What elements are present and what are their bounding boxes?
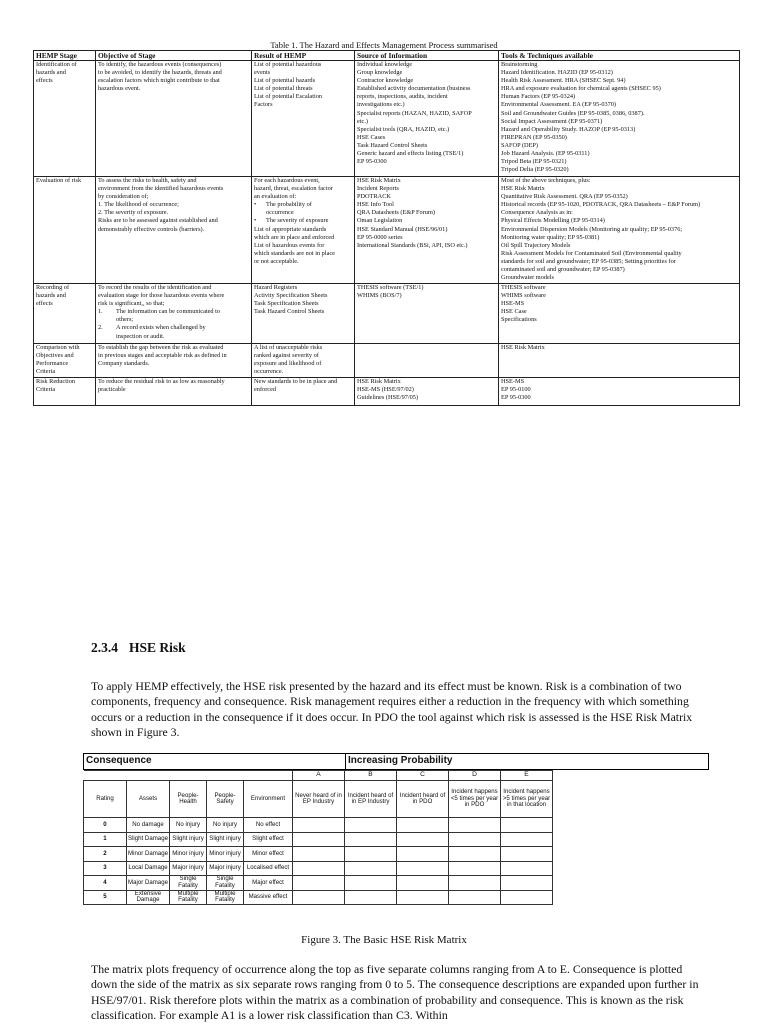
tools-cell — [499, 344, 740, 378]
tools-cell — [499, 177, 740, 284]
risk-cell — [449, 861, 501, 876]
health-cell: Single Fatality — [170, 876, 207, 891]
risk-cell — [501, 890, 553, 905]
cell-line: Objectives and — [36, 352, 74, 360]
cell-line: Tripod Beta (EP 95-0321) — [501, 158, 567, 166]
assets-cell: Minor Damage — [127, 847, 170, 862]
cell-line: Hazard Registers — [254, 284, 298, 291]
source-cell — [355, 61, 499, 177]
environment-cell: Massive effect — [244, 890, 293, 905]
risk-cell — [501, 861, 553, 876]
cell-line: escalation factors which might contribute to that — [98, 77, 220, 85]
cell-line: Job Hazard Analysis. (EP 95-0311) — [501, 150, 590, 158]
cell-line: For each hazardous event, — [254, 177, 320, 184]
cell-line: EP 95-0100 — [501, 386, 531, 394]
cell-line: HSE Risk Matrix — [357, 378, 401, 385]
safety-cell: Major injury — [207, 861, 244, 876]
risk-cell — [397, 876, 449, 891]
cell-line: reports, inspections, audits, incident — [357, 93, 448, 101]
col-header: Source of Information — [355, 51, 499, 61]
safety-cell: Slight injury — [207, 832, 244, 847]
risk-matrix-grid — [83, 770, 553, 905]
cell-line: Risk Assessment Models for Contaminated Soil (Environmental quality — [501, 249, 682, 257]
cell-line: Environmental Assessment. EA (EP 95-0370) — [501, 101, 617, 109]
stage-cell — [34, 378, 96, 406]
paragraph: The matrix plots frequency of occurrence along the top as five separate columns ranging from A to E. Consequence is plotted down the side of the matrix as six separate rows ranging from 0 to 5. The consequence descriptions are expanded upon further in HSE/97/01. Risk therefore plots within the matrix as a combination of probability and consequence. This is known as the risk classification. For example A1 is a lower risk classification than C3. Within — [91, 962, 699, 1022]
safety-cell: No injury — [207, 818, 244, 833]
probability-description: Incident heard of in PDO — [397, 781, 449, 818]
result-cell — [252, 61, 355, 177]
cell-line: Criteria — [36, 368, 56, 376]
cell-line: Oil Spill Trajectory Models — [501, 241, 571, 249]
cell-line: HSE-MS (HSE/97/02) — [357, 386, 414, 394]
health-cell: No injury — [170, 818, 207, 833]
risk-cell — [293, 861, 345, 876]
blank-cell — [244, 771, 293, 781]
cell-line: To assess the risks to health, safety and — [98, 177, 197, 184]
cell-line: Evaluation of risk — [36, 177, 82, 184]
result-cell — [252, 378, 355, 406]
cell-line: WHIMS (BOS/7) — [357, 292, 402, 300]
matrix-row — [84, 847, 553, 862]
numbered-item — [98, 308, 249, 324]
environment-cell: Major effect — [244, 876, 293, 891]
risk-cell — [293, 818, 345, 833]
probability-description: Incident happens <5 times per year in PDO — [449, 781, 501, 818]
source-cell — [355, 344, 499, 378]
cell-line: Generic hazard and effects listing (TSE/1) — [357, 150, 464, 158]
bullet-mark: • — [254, 201, 257, 209]
cell-line: effects — [36, 77, 53, 85]
risk-cell — [293, 890, 345, 905]
cell-line: Social Impact Assessment (EP 95-0371) — [501, 117, 603, 125]
cell-line: Activity Specification Sheets — [254, 292, 328, 300]
cell-line: Performance — [36, 360, 69, 368]
cell-line: Company standards. — [98, 360, 150, 368]
cell-line: Established activity documentation (business — [357, 85, 471, 93]
health-cell: Major injury — [170, 861, 207, 876]
cell-line: Hazard and Operability Study. HAZOP (EP 95-0313) — [501, 125, 636, 133]
bullet-mark: • — [254, 217, 257, 225]
cell-line: HSE-MS — [501, 378, 525, 385]
environment-cell: Slight effect — [244, 832, 293, 847]
assets-cell: Extensive Damage — [127, 890, 170, 905]
bullet-item — [254, 201, 352, 217]
rating-cell: 3 — [84, 861, 127, 876]
tools-cell — [499, 378, 740, 406]
cell-line: Contractor knowledge — [357, 77, 414, 85]
health-cell: Slight injury — [170, 832, 207, 847]
objective-cell — [96, 378, 252, 406]
assets-cell: No damage — [127, 818, 170, 833]
cell-line: environment from the identified hazardous events — [98, 185, 224, 193]
cell-line: Factors — [254, 101, 273, 109]
cell-line: Task Hazard Control Sheets — [357, 141, 428, 149]
cell-line: an evaluation of: — [254, 193, 297, 201]
risk-cell — [293, 847, 345, 862]
cell-line: THESIS software — [501, 284, 546, 291]
matrix-col-header: People-Health — [170, 781, 207, 818]
objective-cell — [96, 61, 252, 177]
cell-line: demonstrably effective controls (barriers). — [98, 225, 205, 233]
cell-line: etc.) — [357, 117, 369, 125]
cell-line: HSE-MS — [501, 300, 525, 308]
cell-line: Task Specification Sheets — [254, 300, 319, 308]
source-cell — [355, 378, 499, 406]
cell-line: Environmental Dispersion Models (Monitoring air quality; EP 95-0376; — [501, 225, 683, 233]
cell-line: Guidelines (HSE/97/05) — [357, 394, 419, 402]
cell-line: List of hazardous events for — [254, 241, 325, 249]
cell-line: others; — [116, 316, 134, 324]
cell-line: Task Hazard Control Sheets — [254, 308, 325, 316]
cell-line: Specialist tools (QRA, HAZID, etc.) — [357, 125, 450, 133]
risk-cell — [449, 890, 501, 905]
cell-line: 2. The severity of exposure. — [98, 209, 169, 217]
table-row — [34, 177, 740, 284]
paragraph: To apply HEMP effectively, the HSE risk presented by the hazard and its effect must be known. Risk is a combination of two components, frequency and consequence. Risk management requires either a reduction in the frequency with which something occurs or a reduction in the consequence if it does occur. In PDO the tool against which risk is assessed is the HSE Risk Matrix shown in Figure 3. — [91, 679, 693, 739]
cell-line: Quantitative Risk Assessment. QRA (EP 95-0352) — [501, 193, 628, 201]
cell-line: by consideration of; — [98, 193, 149, 201]
assets-cell: Slight Damage — [127, 832, 170, 847]
cell-line: HRA and exposure evaluation for chemical agents (SHSEC 95) — [501, 85, 661, 93]
rating-cell: 4 — [84, 876, 127, 891]
cell-line: Individual knowledge — [357, 61, 413, 68]
cell-line: investigations etc.) — [357, 101, 405, 109]
risk-cell — [397, 818, 449, 833]
objective-cell — [96, 284, 252, 344]
cell-line: Oman Legislation — [357, 217, 403, 225]
cell-line: PDOTRACK — [357, 193, 391, 201]
cell-line: To reduce the residual risk to as low as reasonably — [98, 378, 225, 385]
cell-line: occurrence — [266, 209, 294, 217]
health-cell: Multiple Fatality — [170, 890, 207, 905]
cell-line: List of potential threats — [254, 85, 313, 93]
consequence-header: Consequence — [83, 753, 347, 770]
probability-description: Incident happens >5 times per year in that location — [501, 781, 553, 818]
cell-line: To record the results of the identification and — [98, 284, 212, 291]
cell-line: Health Risk Assessment. HRA (SHSEC Sept. 94) — [501, 77, 626, 85]
risk-cell — [501, 847, 553, 862]
bullet-item — [254, 217, 352, 225]
probability-letter: C — [397, 771, 449, 781]
risk-cell — [293, 832, 345, 847]
figure-caption: Figure 3. The Basic HSE Risk Matrix — [301, 934, 467, 946]
cell-line: HSE Cases — [357, 133, 386, 141]
cell-line: International Standards (BSi, API, ISO etc.) — [357, 241, 468, 249]
result-cell — [252, 284, 355, 344]
matrix-row — [84, 876, 553, 891]
cell-line: Monitoring water quality; EP 95-0381) — [501, 233, 600, 241]
result-cell — [252, 344, 355, 378]
section-heading — [91, 640, 186, 656]
number-mark: 2. — [98, 324, 103, 332]
matrix-col-header: Assets — [127, 781, 170, 818]
tools-cell — [499, 284, 740, 344]
cell-line: FIREPRAN (EP 95-0350) — [501, 133, 567, 141]
section-number: 2.3.4 — [91, 640, 118, 655]
result-cell — [252, 177, 355, 284]
numbered-item — [98, 324, 249, 340]
cell-line: hazards and — [36, 69, 66, 77]
blank-cell — [207, 771, 244, 781]
safety-cell: Minor injury — [207, 847, 244, 862]
matrix-row — [84, 818, 553, 833]
cell-line: EP 95-0300 — [501, 394, 531, 402]
cell-line: To identify, the hazardous events (consequences) — [98, 61, 222, 68]
rating-cell: 0 — [84, 818, 127, 833]
matrix-row — [84, 890, 553, 905]
cell-line: Recording of — [36, 284, 70, 291]
risk-cell — [345, 818, 397, 833]
cell-line: Most of the above techniques, plus: — [501, 177, 591, 184]
number-mark: 1. — [98, 308, 103, 316]
cell-line: Group knowledge — [357, 69, 403, 77]
cell-line: HSE Standard Manual (HSE/96/01) — [357, 225, 448, 233]
risk-cell — [345, 876, 397, 891]
risk-cell — [345, 832, 397, 847]
cell-line: contaminated soil and groundwater; EP 95-0387) — [501, 266, 625, 274]
bullet-text: The severity of exposure — [266, 217, 329, 225]
cell-line: which standards are not in place — [254, 249, 335, 257]
table-row — [34, 344, 740, 378]
blank-cell — [170, 771, 207, 781]
assets-cell: Local Damage — [127, 861, 170, 876]
risk-cell — [449, 818, 501, 833]
cell-line: hazardous event. — [98, 85, 141, 93]
cell-line: enforced — [254, 386, 277, 394]
cell-line: risk is significant,, so that; — [98, 300, 165, 308]
cell-line: HSE Risk Matrix — [501, 344, 545, 351]
letters-row — [84, 771, 553, 781]
source-cell — [355, 177, 499, 284]
cell-line: Physical Effects Modelling (EP 95-0314) — [501, 217, 605, 225]
risk-cell — [397, 890, 449, 905]
risk-cell — [345, 847, 397, 862]
rating-cell: 1 — [84, 832, 127, 847]
cell-line: Historical records (EP 95-1020, PDOTRACK, QRA Datasheets – E&P Forum) — [501, 201, 701, 209]
cell-line: List of appropriate standards — [254, 225, 327, 233]
cell-line: EP 95-0000 series — [357, 233, 403, 241]
cell-line: Risk Reduction — [36, 378, 76, 385]
cell-line: inspection or audit. — [116, 332, 165, 340]
cell-line: practicable — [98, 386, 126, 394]
cell-line: hazards and — [36, 292, 66, 300]
cell-line: THESIS software (TSE/1) — [357, 284, 424, 291]
cell-line: List of potential Escalation — [254, 93, 323, 101]
cell-line: standards for soil and groundwater; EP 95-0385; Setting priorities for — [501, 257, 676, 265]
blank-cell — [84, 771, 127, 781]
cell-line: hazard, threat, escalation factor — [254, 185, 333, 193]
safety-cell: Single Fatality — [207, 876, 244, 891]
cell-line: Identification of — [36, 61, 77, 68]
risk-cell — [293, 876, 345, 891]
objective-cell — [96, 177, 252, 284]
blank-cell — [127, 771, 170, 781]
tools-cell — [499, 61, 740, 177]
cell-line: evaluation stage for those hazardous events where — [98, 292, 225, 300]
risk-cell — [449, 832, 501, 847]
section-title: HSE Risk — [129, 640, 186, 655]
table-row — [34, 378, 740, 406]
risk-cell — [449, 847, 501, 862]
cell-line: HSE Risk Matrix — [357, 177, 401, 184]
table1-caption: Table 1. The Hazard and Effects Management Process summarised — [270, 40, 498, 50]
probability-header: Increasing Probability — [345, 753, 709, 770]
risk-cell — [345, 890, 397, 905]
col-header: Objective of Stage — [96, 51, 252, 61]
cell-line: List of potential hazards — [254, 77, 316, 85]
stage-cell — [34, 177, 96, 284]
cell-line: A record exists when challenged by — [116, 324, 206, 332]
probability-description: Never heard of in EP Industry — [293, 781, 345, 818]
probability-letter: A — [293, 771, 345, 781]
cell-line: Risks are to be assessed against established and — [98, 217, 218, 225]
col-header: Result of HEMP — [252, 51, 355, 61]
risk-cell — [397, 861, 449, 876]
objective-cell — [96, 344, 252, 378]
risk-matrix — [83, 753, 709, 933]
environment-cell: No effect — [244, 818, 293, 833]
stage-cell — [34, 284, 96, 344]
cell-line: occurrence. — [254, 368, 284, 376]
cell-line: A list of unacceptable risks — [254, 344, 323, 351]
source-cell — [355, 284, 499, 344]
environment-cell: Minor effect — [244, 847, 293, 862]
cell-line: HSE Case — [501, 308, 527, 316]
cell-line: events — [254, 69, 271, 77]
cell-line: SAFOP (DEP) — [501, 141, 539, 149]
probability-letter: D — [449, 771, 501, 781]
cell-line: Tripod Delta (EP 95-0320) — [501, 166, 569, 174]
cell-line: The information can be communicated to — [116, 308, 221, 316]
matrix-header-row — [84, 781, 553, 818]
cell-line: EP 95-0300 — [357, 158, 387, 166]
probability-description: Incident heard of in EP Industry — [345, 781, 397, 818]
cell-line: or not acceptable. — [254, 257, 299, 265]
cell-line: Specifications — [501, 316, 537, 324]
cell-line: Specialist reports (HAZAN, HAZID, SAFOP — [357, 109, 472, 117]
health-cell: Minor injury — [170, 847, 207, 862]
cell-line: To establish the gap between the risk as evaluated — [98, 344, 224, 351]
probability-letter: E — [501, 771, 553, 781]
rating-cell: 5 — [84, 890, 127, 905]
cell-line: Incident Reports — [357, 185, 399, 193]
rating-cell: 2 — [84, 847, 127, 862]
cell-line: Criteria — [36, 386, 56, 394]
cell-line: New standards to be in place and — [254, 378, 338, 385]
risk-cell — [397, 847, 449, 862]
cell-line: Groundwater models — [501, 274, 554, 282]
matrix-col-header: Environment — [244, 781, 293, 818]
hemp-table — [33, 50, 740, 406]
table-row — [34, 284, 740, 344]
stage-cell — [34, 344, 96, 378]
bullet-text — [266, 201, 312, 217]
cell-line: List of potential hazardous — [254, 61, 322, 68]
numbered-text — [110, 324, 206, 340]
cell-line: effects — [36, 300, 53, 308]
table-row — [34, 61, 740, 177]
col-header: Tools & Techniques available — [499, 51, 740, 61]
cell-line: Soil and Groundwater Guides (EP 95-0385, 0386, 0387). — [501, 109, 645, 117]
matrix-row — [84, 861, 553, 876]
matrix-row — [84, 832, 553, 847]
cell-line: which are in place and enforced — [254, 233, 335, 241]
col-header: HEMP Stage — [34, 51, 96, 61]
assets-cell: Major Damage — [127, 876, 170, 891]
probability-letter: B — [345, 771, 397, 781]
matrix-col-header: People-Safety — [207, 781, 244, 818]
cell-line: Comparison with — [36, 344, 80, 351]
risk-cell — [449, 876, 501, 891]
cell-line: Human Factors (EP 95-0324) — [501, 93, 576, 101]
cell-line: ranked against severity of — [254, 352, 319, 360]
risk-cell — [501, 832, 553, 847]
cell-line: to be avoided, to identify the hazards, threats and — [98, 69, 222, 77]
hemp-header-row — [34, 51, 740, 61]
matrix-col-header: Rating — [84, 781, 127, 818]
stage-cell — [34, 61, 96, 177]
risk-cell — [501, 818, 553, 833]
cell-line: The probability of — [266, 201, 312, 209]
cell-line: 1. The likelihood of occurrence; — [98, 201, 179, 209]
cell-line: WHIMS software — [501, 292, 546, 300]
environment-cell: Localised effect — [244, 861, 293, 876]
risk-cell — [501, 876, 553, 891]
risk-cell — [397, 832, 449, 847]
cell-line: HSE Risk Matrix — [501, 185, 545, 193]
safety-cell: Multiple Fatality — [207, 890, 244, 905]
risk-cell — [345, 861, 397, 876]
numbered-text — [110, 308, 220, 324]
cell-line: HSE Info Tool — [357, 201, 394, 209]
cell-line: Hazard Identification. HAZID (EP 95-0312) — [501, 69, 613, 77]
cell-line: Consequence Analysis as in: — [501, 209, 573, 217]
cell-line: Brainstorming — [501, 61, 538, 68]
cell-line: exposure and likelihood of — [254, 360, 322, 368]
cell-line: in previous stages and acceptable risk as defined in — [98, 352, 227, 360]
cell-line: QRA Datasheets (E&P Forum) — [357, 209, 435, 217]
